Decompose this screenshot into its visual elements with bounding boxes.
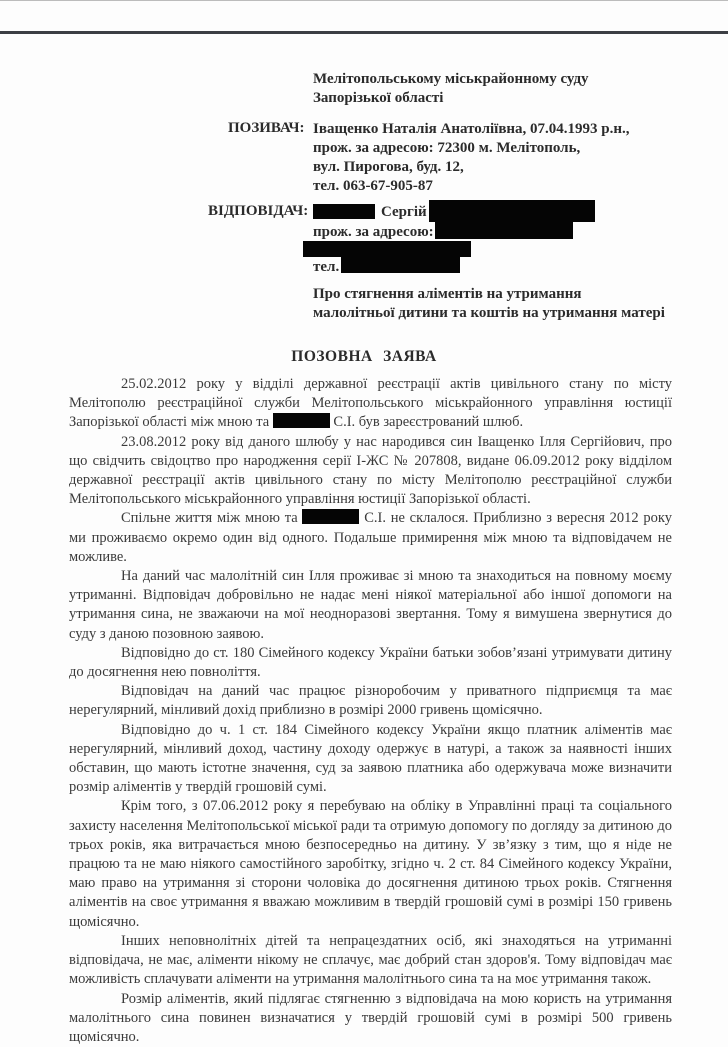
- scan-fold-line: [0, 31, 728, 34]
- scan-edge: [0, 0, 728, 1]
- defendant-label: ВІДПОВІДАЧ:: [208, 203, 308, 220]
- paragraph-text: Спільне життя між мною та: [121, 510, 302, 526]
- paragraph-marriage: [69, 375, 672, 433]
- paragraph-alimony-amount: Розмір аліментів, який підлягає стягненню з відповідача на мою користь на утримання малолітнього сина повинен визначатися у твердій грошовій сумі в розмірі 500 гривень щомісячно.: [69, 990, 672, 1047]
- redacted-patronymic: [429, 200, 595, 222]
- defendant-phone-label: тел.: [313, 258, 339, 278]
- document-title: ПОЗОВНА ЗАЯВА: [0, 348, 728, 366]
- defendant-address-label: прож. за адресою:: [313, 223, 434, 243]
- paragraph-mother-support: Крім того, з 07.06.2012 року я перебуваю на обліку в Управлінні праці та соціального захисту населення Мелітопольської міської ради та отримую допомогу по догляду за дитиною до трьох років, яка витрачається мною безпосередньо на дитину. У зв’язку з тим, що я ніде не працюю та не маю ніякого самостійного заробітку, згідно ч. 2 ст. 84 Сімейного кодексу України, маю право на утримання зі сторони чоловіка до досягнення дитиною трьох років. Стягнення аліментів на своє утримання я вважаю можливим в твердій грошовій сумі в розмірі 150 гривень щомісячно.: [69, 797, 672, 931]
- plaintiff-name: Іващенко Наталія Анатоліївна, 07.04.1993 р.н.,: [313, 120, 630, 140]
- redacted-address-line2: [303, 241, 471, 257]
- redacted-surname: [313, 204, 375, 219]
- paragraph-birth: 23.08.2012 року від даного шлюбу у нас народився син Іващенко Ілля Сергійович, про що свідчить свідоцтво про народження серії І-ЖС № 207808, видане 06.09.2012 року відділом державної реєстрації актів цивільного стану по місту Мелітополю реєстраційної служби Мелітопольського міськрайонного управління юстиції Запорізької області.: [69, 433, 672, 510]
- paragraph-custody: На даний час малолітній син Ілля проживає зі мною та знаходиться на повному моєму утриманні. Відповідач добровільно не надає мені ніякої матеріальної або іншої допомоги на утримання сина, не зважаючи на мої неодноразові звертання. Тому я вимушена звернутися до суду з даною позовною заявою.: [69, 567, 672, 644]
- subject-line1: Про стягнення аліментів на утримання: [313, 285, 582, 305]
- defendant-first-name: Сергій: [381, 203, 427, 223]
- plaintiff-label: ПОЗИВАЧ:: [228, 120, 305, 137]
- paragraph-defendant-status: Інших неповнолітніх дітей та непрацездатних осіб, які знаходяться на утриманні відповідача, не має, аліменти нікому не сплачує, має добрий стан здоров'я. Тому відповідач має можливість сплачувати аліменти на утримання малолітнього сина та на моє утримання також.: [69, 932, 672, 990]
- subject-line2: малолітньої дитини та коштів на утримання матері: [313, 304, 665, 324]
- redacted-address: [435, 222, 573, 239]
- paragraph-text: С.І. був зареєстрований шлюб.: [330, 414, 523, 430]
- redacted-name: [273, 413, 330, 428]
- paragraph-income: Відповідач на даний час працює різноробочим у приватного підприємця та має нерегулярний, мінливий дохід приблизно в розмірі 2000 гривень щомісячно.: [69, 682, 672, 720]
- redacted-name: [302, 509, 359, 524]
- paragraph-text: 25.02.2012 року у відділі державної реєстрації актів цивільного стану по місту Мелітополю реєстраційної служби Мелітопольського міськрайонного управління юстиції Запорізької області між мною та: [69, 376, 672, 430]
- paragraph-text: С.І. не склалося. Приблизно з вересня 2012 року ми проживаємо окремо один від одного. Подальше примирення між мною та відповідачем не можливе.: [69, 510, 672, 564]
- document-body: [69, 375, 672, 1047]
- plaintiff-address: прож. за адресою: 72300 м. Мелітополь,: [313, 139, 580, 159]
- redacted-phone: [341, 257, 460, 273]
- paragraph-separation: [69, 509, 672, 567]
- plaintiff-phone: тел. 063-67-905-87: [313, 177, 433, 197]
- court-name-line2: Запорізької області: [313, 89, 443, 109]
- plaintiff-street: вул. Пирогова, буд. 12,: [313, 158, 464, 178]
- paragraph-article-184: Відповідно до ч. 1 ст. 184 Сімейного кодексу України якщо платник аліментів має нерегулярний, мінливий доход, частину доходу одержує в натурі, а також за наявності інших обставин, що мають істотне значення, суд за заявою платника або одержувача може визначити розмір аліментів у твердій грошовій сумі.: [69, 721, 672, 798]
- court-name-line1: Мелітопольському міськрайонному суду: [313, 70, 589, 90]
- paragraph-article-180: Відповідно до ст. 180 Сімейного кодексу України батьки зобов’язані утримувати дитину до досягнення нею повноліття.: [69, 644, 672, 682]
